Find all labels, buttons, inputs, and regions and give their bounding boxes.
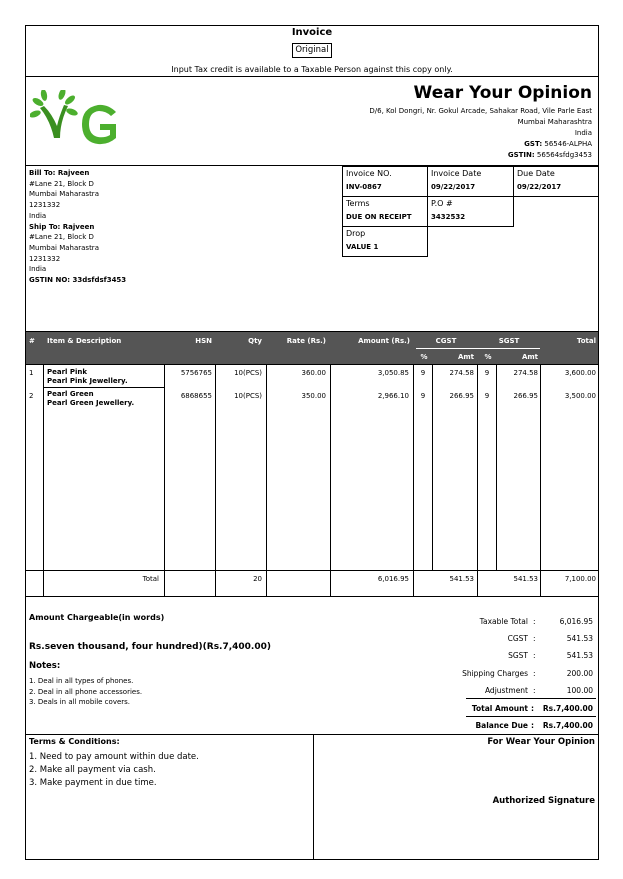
company-gst [300,140,592,148]
tax-credit-notice: Input Tax credit is available to a Taxable Person against this copy only. [171,65,453,74]
ship-to-label: Ship To: Rajveen [29,222,95,231]
gst-label: GST: [524,140,543,148]
row1-total: 3,600.00 [564,369,596,377]
col-num: # [29,337,35,345]
bill-to-line: 1231332 [29,201,61,210]
ship-to-line: 1231332 [29,254,61,263]
totals-qty: 20 [253,575,262,583]
col-rate: Rate (Rs.) [286,337,326,345]
row1-rate: 360.00 [301,369,326,377]
gstin-value: 56564sfdg3453 [536,151,592,159]
authorized-signature-label: Authorized Signature [492,796,595,806]
row1-qty: 10(PCS) [234,369,262,377]
taxable-total-label: Taxable Total [479,617,528,626]
totals-amount: 6,016.95 [377,575,409,583]
terms-item: 1. Need to pay amount within due date. [29,752,199,762]
row1-num: 1 [29,369,34,377]
terms-conditions-label: Terms & Conditions: [29,737,120,746]
company-gstin [300,151,592,159]
gst-value: 56546-ALPHA [544,140,592,148]
col-sgst-amt: Amt [521,353,538,361]
row1-sgst-pct: 9 [484,369,490,377]
row1-amount: 3,050.85 [377,369,409,377]
ship-to-line: Mumbai Maharastra [29,243,99,252]
ship-to-line: #Lane 21, Block D [29,233,94,242]
bill-to-block [29,168,329,286]
ship-to-line: India [29,265,47,274]
ship-to-gstin: GSTIN NO: 33dsfdsf3453 [29,276,127,285]
company-address-line2: Mumbai Maharashtra [517,118,592,126]
row1-desc: Pearl Pink Jewellery. [47,377,128,385]
notes-label: Notes: [29,661,61,671]
col-sgst: SGST [498,337,520,345]
copy-badge: Original [292,43,332,58]
row1-cgst-amt: 274.58 [449,369,474,377]
shipping-value: 200.00 [566,669,593,678]
notes-item: 1. Deal in all types of phones. [29,677,134,685]
row2-name: Pearl Green [47,390,94,398]
due-date-label: Due Date [517,169,555,178]
company-address-line3: India [574,129,592,137]
invoice-date-box [427,166,514,197]
po-box [427,196,514,227]
row2-total: 3,500.00 [564,392,596,400]
summary-sgst-value: 541.53 [566,651,593,660]
taxable-total-value: 6,016.95 [559,617,593,626]
col-cgst-amt: Amt [457,353,474,361]
summary-cgst-label: CGST [507,634,528,643]
totals-sgst: 541.53 [513,575,538,583]
total-amount-label: Total Amount [471,704,528,713]
col-amount: Amount (Rs.) [358,337,410,345]
col-hsn: HSN [195,337,212,345]
drop-box [342,226,428,257]
terms-item: 2. Make all payment via cash. [29,765,156,775]
amount-words-value: Rs.seven thousand, four hundred)(Rs.7,400.00) [29,642,271,652]
colon: : [531,704,534,713]
row2-cgst-pct: 9 [420,392,426,400]
totals-cgst: 541.53 [449,575,474,583]
terms-conditions-list [29,751,199,790]
notes-list [29,676,142,708]
totals-label: Total [142,575,159,583]
invoice-no-label: Invoice NO. [346,169,392,178]
col-sgst-pct: % [484,353,492,361]
amount-words-label: Amount Chargeable(in words) [29,613,165,622]
due-date-box [513,166,599,197]
row2-qty: 10(PCS) [234,392,262,400]
row2-sgst-amt: 266.95 [513,392,538,400]
row2-rate: 350.00 [301,392,326,400]
drop-value: VALUE 1 [346,243,379,251]
bill-to-line: India [29,211,47,220]
po-value: 3432532 [431,213,466,221]
terms-box [342,196,428,227]
notes-item: 3. Deals in all mobile covers. [29,698,131,706]
company-logo [30,90,125,152]
summary-cgst-value: 541.53 [566,634,593,643]
terms-value: DUE ON RECEIPT [346,213,412,221]
total-amount-value: Rs.7,400.00 [542,704,593,713]
signature-for-label: For Wear Your Opinion [487,737,595,747]
notes-item: 2. Deal in all phone accessories. [29,687,143,696]
row1-cgst-pct: 9 [420,369,426,377]
colon: : [533,634,536,643]
totals-total: 7,100.00 [564,575,596,583]
colon: : [533,669,536,678]
row2-sgst-pct: 9 [484,392,490,400]
col-cgst-pct: % [420,353,428,361]
row1-sgst-amt: 274.58 [513,369,538,377]
shipping-label: Shipping Charges [462,669,528,678]
row2-desc: Pearl Green Jewellery. [47,399,135,407]
colon: : [533,617,536,626]
po-label: P.O # [431,199,453,208]
balance-due-label: Balance Due [475,721,528,730]
row2-cgst-amt: 266.95 [449,392,474,400]
leaf-g-logo-icon [30,90,125,152]
company-name: Wear Your Opinion [413,83,592,103]
row2-num: 2 [29,392,34,400]
bill-to-line: Mumbai Maharastra [29,190,99,199]
colon: : [533,651,536,660]
bill-to-line: #Lane 21, Block D [29,179,94,188]
col-item: Item & Description [47,337,122,345]
colon: : [533,686,536,695]
adjustment-value: 100.00 [566,686,593,695]
invoice-date-label: Invoice Date [431,169,482,178]
col-total: Total [576,337,596,345]
adjustment-label: Adjustment [484,686,528,695]
company-address-line1: D/6, Kol Dongri, Nr. Gokul Arcade, Sahakar Road, Vile Parle East [369,107,592,115]
invoice-no-value: INV-0867 [346,183,382,191]
colon: : [531,721,534,730]
invoice-title: Invoice [291,27,333,38]
invoice-no-box [342,166,428,197]
invoice-date-value: 09/22/2017 [431,183,476,191]
due-date-value: 09/22/2017 [517,183,562,191]
row1-hsn: 5756765 [180,369,212,377]
col-cgst: CGST [435,337,457,345]
bill-to-label: Bill To: Rajveen [29,169,90,177]
drop-label: Drop [346,229,366,238]
gstin-label: GSTIN: [507,151,535,159]
row1-name: Pearl Pink [47,368,88,376]
row2-hsn: 6868655 [180,392,212,400]
row2-amount: 2,966.10 [377,392,409,400]
terms-item: 3. Make payment in due time. [29,778,157,788]
balance-due-value: Rs.7,400.00 [542,721,593,730]
col-qty: Qty [248,337,262,345]
summary-sgst-label: SGST [508,651,528,660]
terms-label: Terms [346,199,370,208]
